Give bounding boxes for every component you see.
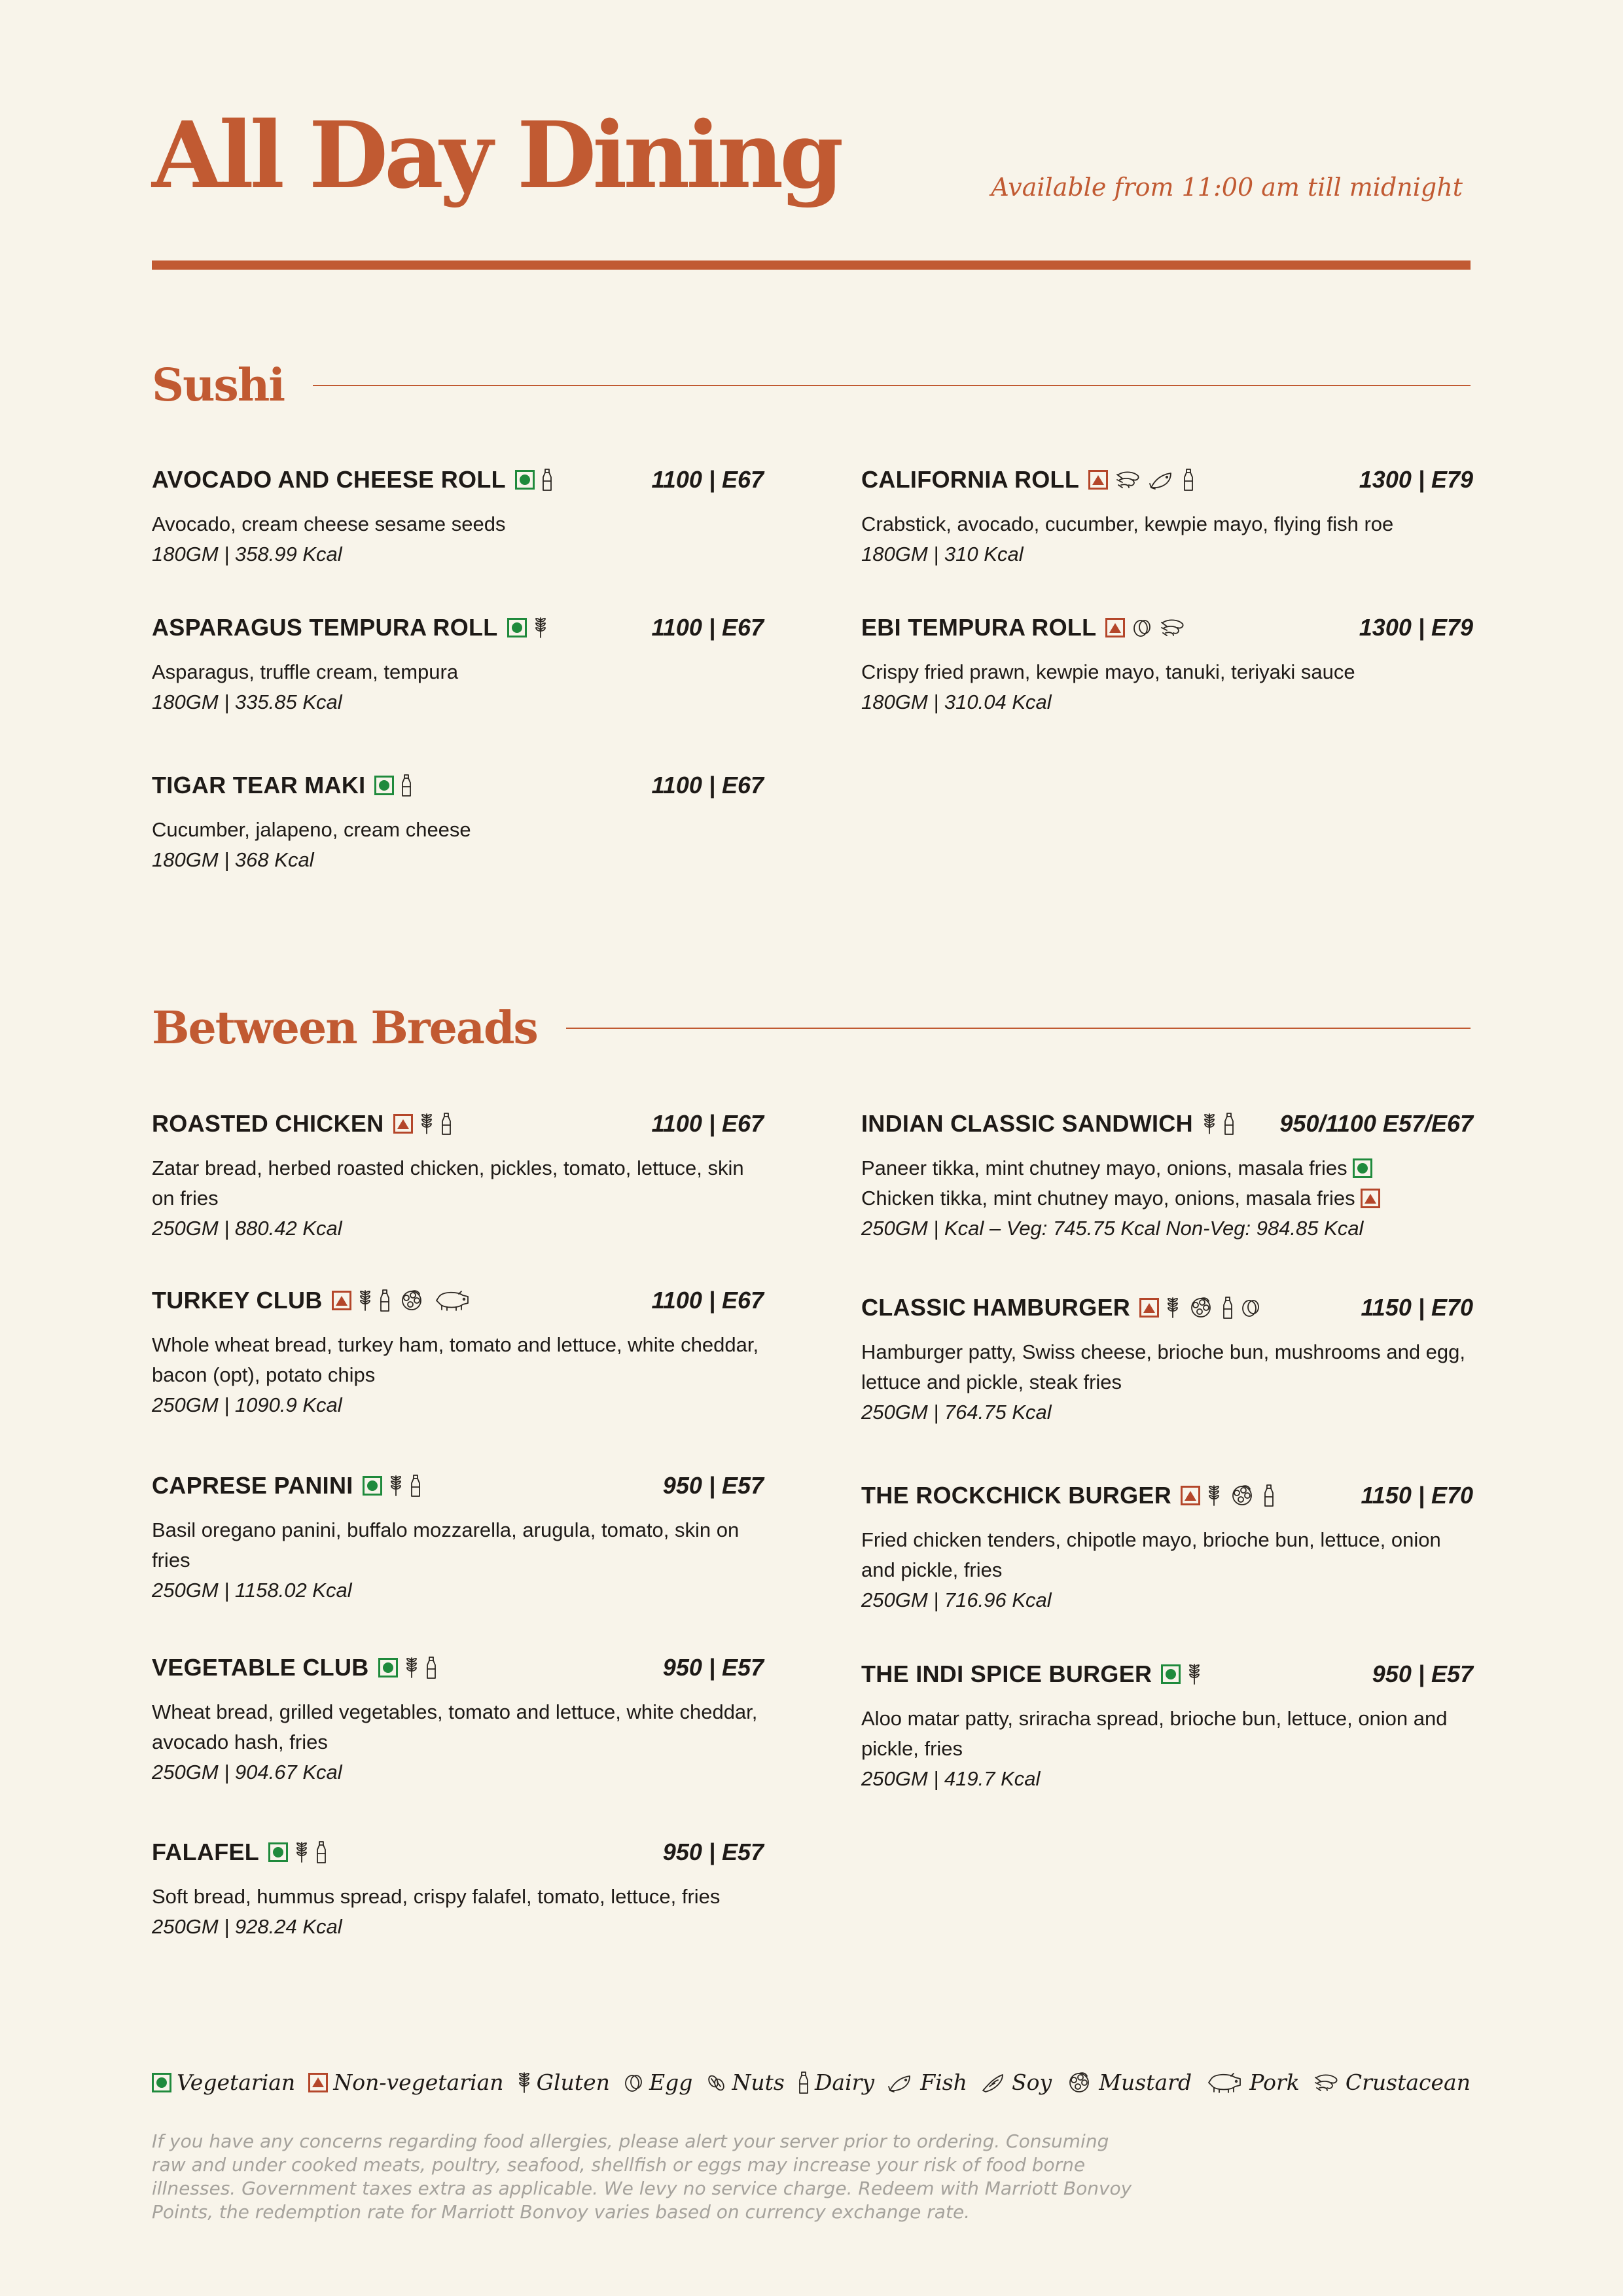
legend-item-vegetarian — [152, 2070, 295, 2095]
non-veg-icon — [1105, 618, 1125, 637]
item-nutrition: 250GM | 904.67 Kcal — [152, 1761, 342, 1784]
dietary-icons — [378, 1656, 437, 1679]
dietary-icons — [507, 617, 548, 639]
item-price: 1100 | E67 — [651, 614, 764, 641]
dairy-icon — [379, 1289, 391, 1312]
item-name: CALIFORNIA ROLL — [861, 466, 1080, 493]
veg-icon — [507, 618, 527, 637]
dairy-icon — [1223, 1112, 1235, 1136]
dairy-icon — [425, 1656, 437, 1679]
page-title: All Day Dining — [152, 102, 840, 209]
item-name: ASPARAGUS TEMPURA ROLL — [152, 614, 498, 641]
dairy-icon — [401, 774, 412, 797]
gluten-icon — [358, 1289, 372, 1312]
crustacean-icon — [1313, 2072, 1340, 2093]
legend-label: Pork — [1249, 2070, 1300, 2095]
gluten-icon — [1202, 1113, 1217, 1135]
gluten-icon — [517, 2072, 531, 2094]
menu-item-classic-hamburger — [861, 1291, 1473, 1427]
item-name: CAPRESE PANINI — [152, 1472, 353, 1499]
section-header-sushi — [152, 356, 1471, 415]
crustacean-icon — [1115, 469, 1142, 490]
non-veg-icon — [308, 2073, 328, 2092]
crustacean-icon — [1159, 617, 1186, 638]
gluten-icon — [1187, 1663, 1202, 1685]
item-name: VEGETABLE CLUB — [152, 1654, 369, 1681]
item-price: 1300 | E79 — [1359, 466, 1473, 493]
dairy-icon — [798, 2071, 810, 2094]
item-nutrition: 180GM | 310.04 Kcal — [861, 691, 1052, 713]
veg-option-description: Paneer tikka, mint chutney mayo, onions, masala fries — [861, 1157, 1347, 1179]
legend-item-pork — [1205, 2070, 1300, 2095]
pork-icon — [433, 1289, 472, 1312]
non-veg-icon — [1361, 1189, 1380, 1208]
dairy-icon — [1222, 1296, 1234, 1319]
soy-icon — [980, 2072, 1007, 2093]
title-divider — [152, 260, 1471, 270]
egg-icon — [1240, 1297, 1261, 1318]
non-veg-icon — [332, 1291, 351, 1310]
dietary-icons — [1088, 468, 1194, 492]
item-nutrition: 180GM | 368 Kcal — [152, 848, 314, 871]
item-name: TURKEY CLUB — [152, 1287, 323, 1314]
menu-item-indian-classic-sandwich — [861, 1107, 1473, 1244]
veg-icon — [268, 1842, 288, 1862]
mustard-icon — [1186, 1296, 1215, 1319]
legend-label: Egg — [649, 2070, 693, 2095]
legend-label: Vegetarian — [177, 2070, 296, 2095]
gluten-icon — [404, 1657, 419, 1679]
item-name: THE INDI SPICE BURGER — [861, 1660, 1152, 1687]
item-description: Crispy fried prawn, kewpie mayo, tanuki, teriyaki sauce — [861, 660, 1355, 683]
item-name: AVOCADO AND CHEESE ROLL — [152, 466, 506, 493]
dietary-icons — [1161, 1663, 1202, 1685]
non-veg-icon — [393, 1114, 413, 1134]
item-nutrition: 180GM | 335.85 Kcal — [152, 691, 342, 713]
legend-item-dairy — [798, 2070, 874, 2095]
dairy-icon — [410, 1474, 421, 1498]
nuts-icon — [705, 2072, 726, 2093]
veg-icon — [374, 776, 394, 795]
non-veg-icon — [1088, 470, 1108, 490]
legend-label: Nuts — [732, 2070, 785, 2095]
legend-item-crustacean — [1313, 2070, 1471, 2095]
item-nutrition: 250GM | 419.7 Kcal — [861, 1767, 1041, 1790]
pork-icon — [1205, 2071, 1244, 2094]
item-description: Asparagus, truffle cream, tempura — [152, 660, 459, 683]
allergy-disclaimer: If you have any concerns regarding food allergies, please alert your server prior to ordering. Consuming raw and under cooked meats, poultry, seafood, shellfish or eggs may increase your risk of food borne illnesses. Government taxes extra as applicable. We levy no service charge. Redeem with Marriott Bonvoy Points, the redemption rate for Marriott Bonvoy varies based on currency exchange rate. — [152, 2130, 1132, 2223]
legend-label: Gluten — [536, 2070, 610, 2095]
item-nutrition: 250GM | 880.42 Kcal — [152, 1217, 342, 1240]
item-name: INDIAN CLASSIC SANDWICH — [861, 1110, 1193, 1137]
dietary-icons — [268, 1840, 327, 1864]
dietary-legend — [152, 2070, 1471, 2095]
legend-item-nuts — [705, 2070, 784, 2095]
item-description: Zatar bread, herbed roasted chicken, pickles, tomato, lettuce, skin on fries — [152, 1157, 744, 1210]
item-description: Soft bread, hummus spread, crispy falafel, tomato, lettuce, fries — [152, 1885, 721, 1908]
dietary-icons — [393, 1112, 452, 1136]
section-header-between-breads — [152, 999, 1471, 1058]
item-description: Aloo matar patty, sriracha spread, brioche bun, lettuce, onion and pickle, fries — [861, 1707, 1448, 1760]
section-divider — [566, 1028, 1471, 1029]
menu-item-vegetable-club — [152, 1651, 764, 1787]
item-description: Whole wheat bread, turkey ham, tomato and lettuce, white cheddar, bacon (opt), potato chips — [152, 1333, 759, 1386]
nonveg-option-description: Chicken tikka, mint chutney mayo, onions, masala fries — [861, 1187, 1355, 1210]
dietary-icons — [374, 774, 412, 797]
section-divider — [313, 385, 1471, 386]
item-price: 1100 | E67 — [651, 772, 764, 798]
legend-label: Non-vegetarian — [333, 2070, 504, 2095]
dietary-icons — [515, 468, 553, 492]
item-nutrition: 180GM | 310 Kcal — [861, 543, 1024, 565]
item-price: 1150 | E70 — [1361, 1294, 1473, 1321]
legend-item-fish — [887, 2070, 967, 2095]
menu-item-roasted-chicken — [152, 1107, 764, 1244]
menu-item-caprese-panini — [152, 1469, 764, 1605]
dietary-icons — [332, 1289, 472, 1312]
veg-icon — [378, 1658, 398, 1677]
item-price: 950 | E57 — [1372, 1660, 1473, 1687]
legend-item-egg — [623, 2070, 692, 2095]
menu-item-asparagus-tempura-roll — [152, 611, 764, 717]
legend-item-soy — [980, 2070, 1052, 2095]
item-description: Cucumber, jalapeno, cream cheese — [152, 818, 471, 841]
dairy-icon — [541, 468, 553, 492]
section-title: Between Breads — [152, 1002, 537, 1054]
item-name: CLASSIC HAMBURGER — [861, 1294, 1131, 1321]
fish-icon — [1149, 469, 1176, 490]
item-nutrition: 250GM | 764.75 Kcal — [861, 1401, 1052, 1424]
legend-item-gluten — [517, 2070, 610, 2095]
legend-item-non-vegetarian — [308, 2070, 503, 2095]
item-description: Crabstick, avocado, cucumber, kewpie mayo, flying fish roe — [861, 512, 1394, 535]
item-name: FALAFEL — [152, 1839, 260, 1865]
egg-icon — [623, 2072, 644, 2093]
dietary-icons — [1181, 1484, 1275, 1507]
dietary-icons — [363, 1474, 421, 1498]
menu-item-ebi-tempura-roll — [861, 611, 1473, 717]
non-veg-icon — [1139, 1298, 1159, 1318]
item-nutrition: 180GM | 358.99 Kcal — [152, 543, 342, 565]
item-price: 1300 | E79 — [1359, 614, 1473, 641]
menu-item-california-roll — [861, 463, 1473, 569]
veg-icon — [152, 2073, 171, 2092]
item-nutrition: 250GM | 1158.02 Kcal — [152, 1579, 352, 1602]
item-description: Fried chicken tenders, chipotle mayo, brioche bun, lettuce, onion and pickle, fries — [861, 1528, 1441, 1581]
menu-item-turkey-club — [152, 1284, 764, 1420]
gluten-icon — [389, 1475, 403, 1497]
item-price: 1100 | E67 — [651, 1110, 764, 1137]
item-nutrition: 250GM | 928.24 Kcal — [152, 1915, 342, 1938]
item-nutrition: 250GM | 716.96 Kcal — [861, 1588, 1052, 1611]
gluten-icon — [1207, 1484, 1221, 1507]
dietary-icons — [1202, 1112, 1235, 1136]
item-name: TIGAR TEAR MAKI — [152, 772, 366, 798]
veg-icon — [1353, 1158, 1372, 1178]
veg-icon — [515, 470, 535, 490]
section-title: Sushi — [152, 359, 285, 412]
menu-item-the-indi-spice-burger — [861, 1658, 1473, 1794]
item-description: Wheat bread, grilled vegetables, tomato and lettuce, white cheddar, avocado hash, fries — [152, 1700, 758, 1753]
mustard-icon — [1065, 2071, 1094, 2094]
gluten-icon — [533, 617, 548, 639]
item-nutrition: 250GM | Kcal – Veg: 745.75 Kcal Non-Veg: 984.85 Kcal — [861, 1217, 1364, 1240]
item-name: ROASTED CHICKEN — [152, 1110, 384, 1137]
item-price: 950 | E57 — [662, 1472, 764, 1499]
item-price: 950/1100 E57/E67 — [1279, 1110, 1473, 1137]
veg-option-line — [861, 1153, 1473, 1183]
item-description: Hamburger patty, Swiss cheese, brioche bun, mushrooms and egg, lettuce and pickle, steak fries — [861, 1340, 1466, 1393]
item-price: 1150 | E70 — [1361, 1482, 1473, 1509]
veg-icon — [1161, 1664, 1181, 1684]
dairy-icon — [440, 1112, 452, 1136]
menu-item-the-rockchick-burger — [861, 1479, 1473, 1615]
item-nutrition: 250GM | 1090.9 Kcal — [152, 1393, 342, 1416]
item-description: Avocado, cream cheese sesame seeds — [152, 512, 506, 535]
legend-label: Dairy — [814, 2070, 875, 2095]
veg-icon — [363, 1476, 382, 1496]
availability-note: Available from 11:00 am till midnight — [991, 173, 1463, 202]
menu-item-falafel — [152, 1836, 764, 1942]
legend-label: Fish — [920, 2070, 967, 2095]
fish-icon — [887, 2072, 915, 2093]
item-price: 950 | E57 — [662, 1839, 764, 1865]
mustard-icon — [397, 1289, 426, 1312]
non-veg-icon — [1181, 1486, 1200, 1505]
item-price: 950 | E57 — [662, 1654, 764, 1681]
menu-item-avocado-and-cheese-roll — [152, 463, 764, 569]
item-price: 1100 | E67 — [651, 466, 764, 493]
legend-label: Crustacean — [1345, 2070, 1471, 2095]
mustard-icon — [1228, 1484, 1257, 1507]
item-price: 1100 | E67 — [651, 1287, 764, 1314]
legend-label: Soy — [1011, 2070, 1052, 2095]
menu-item-tigar-tear-maki — [152, 769, 764, 875]
item-name: THE ROCKCHICK BURGER — [861, 1482, 1171, 1509]
dietary-icons — [1139, 1296, 1261, 1319]
gluten-icon — [1166, 1297, 1180, 1319]
dairy-icon — [315, 1840, 327, 1864]
egg-icon — [1132, 617, 1152, 638]
legend-item-mustard — [1065, 2070, 1192, 2095]
dairy-icon — [1183, 468, 1194, 492]
legend-label: Mustard — [1099, 2070, 1192, 2095]
item-name: EBI TEMPURA ROLL — [861, 614, 1097, 641]
dietary-icons — [1105, 617, 1186, 638]
dairy-icon — [1263, 1484, 1275, 1507]
gluten-icon — [419, 1113, 434, 1135]
nonveg-option-line — [861, 1183, 1473, 1213]
item-description: Basil oregano panini, buffalo mozzarella, arugula, tomato, skin on fries — [152, 1518, 740, 1571]
item-description-block — [861, 1153, 1473, 1213]
gluten-icon — [294, 1841, 309, 1863]
